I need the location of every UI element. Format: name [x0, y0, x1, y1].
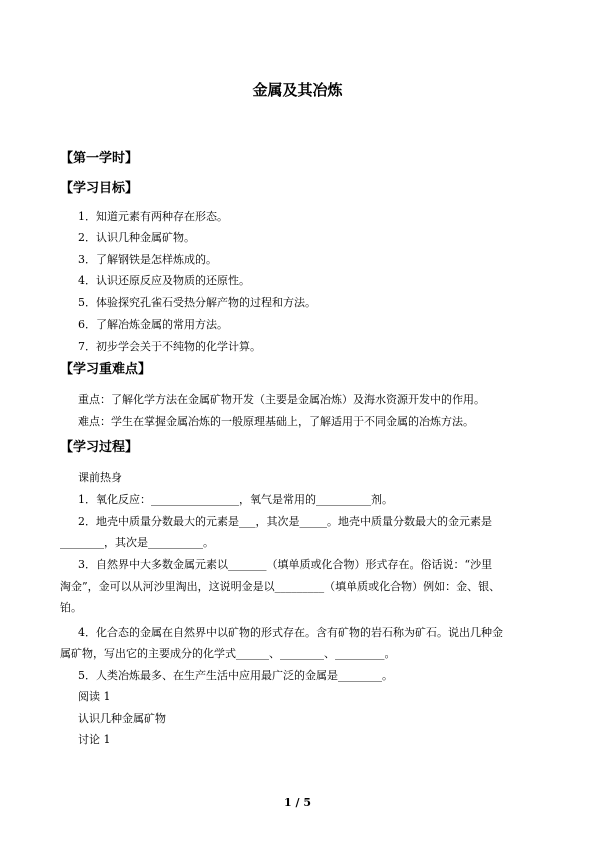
key-point: 重点：了解化学方法在金属矿物开发（主要是金属冶炼）及海水资源开发中的作用。 [78, 393, 485, 406]
question-3-line-1: 3．自然界中大多数金属元素以_______（填单质或化合物）形式存在。俗话说：“沙里 [78, 558, 493, 571]
document-title: 金属及其冶炼 [252, 81, 343, 99]
difficult-point: 难点：学生在掌握金属冶炼的一般原理基础上，了解适用于不同金属的冶炼方法。 [78, 415, 474, 428]
question-4-line-1: 4．化合态的金属在自然界中以矿物的形式存在。含有矿物的岩石称为矿石。说出几种金 [78, 626, 503, 639]
question-3-line-2: 淘金”，金可以从河沙里淘出，这说明金是以_________（填单质或化合物）例如：金、银、 [60, 580, 501, 593]
section-key-heading: 【学习重难点】 [60, 362, 152, 377]
page-number: 1 / 5 [284, 796, 311, 809]
question-2-line-2: ________，其次是__________。 [60, 536, 214, 549]
question-1: 1．氧化反应：________________，氧气是常用的__________剂。 [78, 493, 393, 506]
discussion-label: 讨论 1 [78, 733, 111, 746]
goal-item: 5．体验探究孔雀石受热分解产物的过程和方法。 [78, 296, 316, 309]
goal-item: 2．认识几种金属矿物。 [78, 231, 195, 244]
warmup-label: 课前热身 [78, 471, 122, 484]
goal-item: 3．了解钢铁是怎样炼成的。 [78, 253, 217, 266]
question-3-line-3: 铂。 [60, 601, 82, 614]
goal-item: 4．认识还原反应及物质的还原性。 [78, 274, 250, 287]
section-process-heading: 【学习过程】 [60, 440, 139, 455]
goal-item: 7．初步学会关于不纯物的化学计算。 [78, 340, 261, 353]
section-goals-heading: 【学习目标】 [60, 181, 139, 196]
section-period-heading: 【第一学时】 [60, 151, 139, 166]
goal-item: 6．了解冶炼金属的常用方法。 [78, 318, 228, 331]
reading-label: 阅读 1 [78, 690, 111, 703]
goal-item: 1．知道元素有两种存在形态。 [78, 210, 228, 223]
question-4-line-2: 属矿物，写出它的主要成分的化学式______、________、_________。 [60, 647, 396, 660]
reading-title: 认识几种金属矿物 [78, 712, 166, 725]
question-5: 5．人类冶炼最多、在生产生活中应用最广泛的金属是________。 [78, 669, 393, 682]
question-2-line-1: 2．地壳中质量分数最大的元素是___，其次是_____。地壳中质量分数最大的金元素是 [78, 515, 492, 528]
